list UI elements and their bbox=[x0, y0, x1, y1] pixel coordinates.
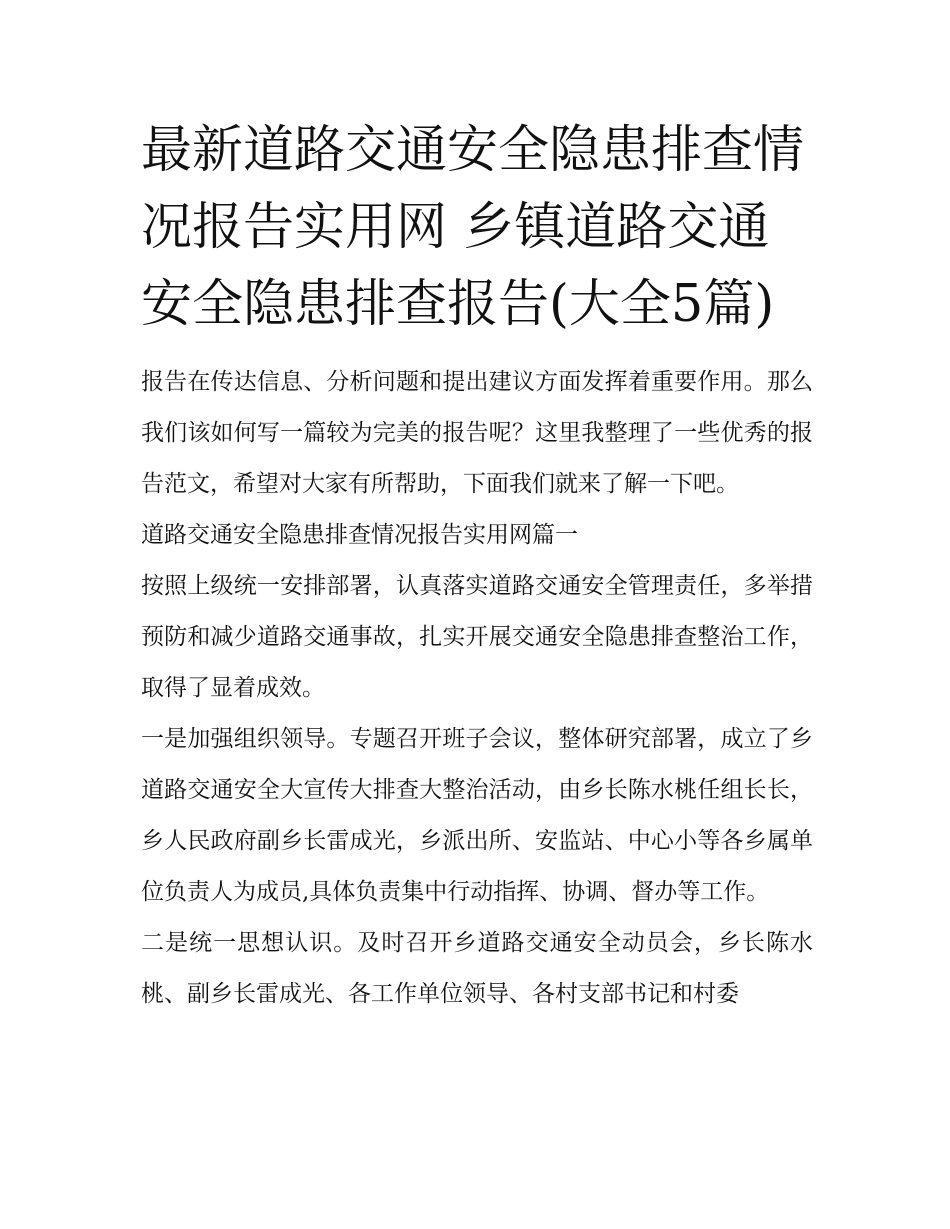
body-paragraph-1: 按照上级统一安排部署，认真落实道路交通安全管理责任，多举措预防和减少道路交通事故，扎实开展交通安全隐患排查整治工作，取得了显着成效。 bbox=[141, 573, 813, 701]
intro-paragraph: 报告在传达信息、分析问题和提出建议方面发挥着重要作用。那么我们该如何写一篇较为完美的报告呢？这里我整理了一些优秀的报告范文，希望对大家有所帮助，下面我们就来了解一下吧。 bbox=[141, 369, 813, 497]
document-title: 最新道路交通安全隐患排查情况报告实用网 乡镇道路交通安全隐患排查报告(大全5篇) bbox=[141, 121, 805, 334]
document-page bbox=[141, 112, 813, 1020]
body-paragraph-3: 二是统一思想认识。及时召开乡道路交通安全动员会，乡长陈水桃、副乡长雷成光、各工作单位领导、各村支部书记和村委 bbox=[141, 930, 813, 1007]
body-paragraph-2: 一是加强组织领导。专题召开班子会议，整体研究部署，成立了乡道路交通安全大宣传大排查大整治活动，由乡长陈水桃任组长长，乡人民政府副乡长雷成光，乡派出所、安监站、中心小等各乡属单位负责人为成员,具体负责集中行动指挥、协调、督办等工作。 bbox=[141, 726, 813, 905]
section-heading: 道路交通安全隐患排查情况报告实用网篇一 bbox=[141, 522, 578, 548]
